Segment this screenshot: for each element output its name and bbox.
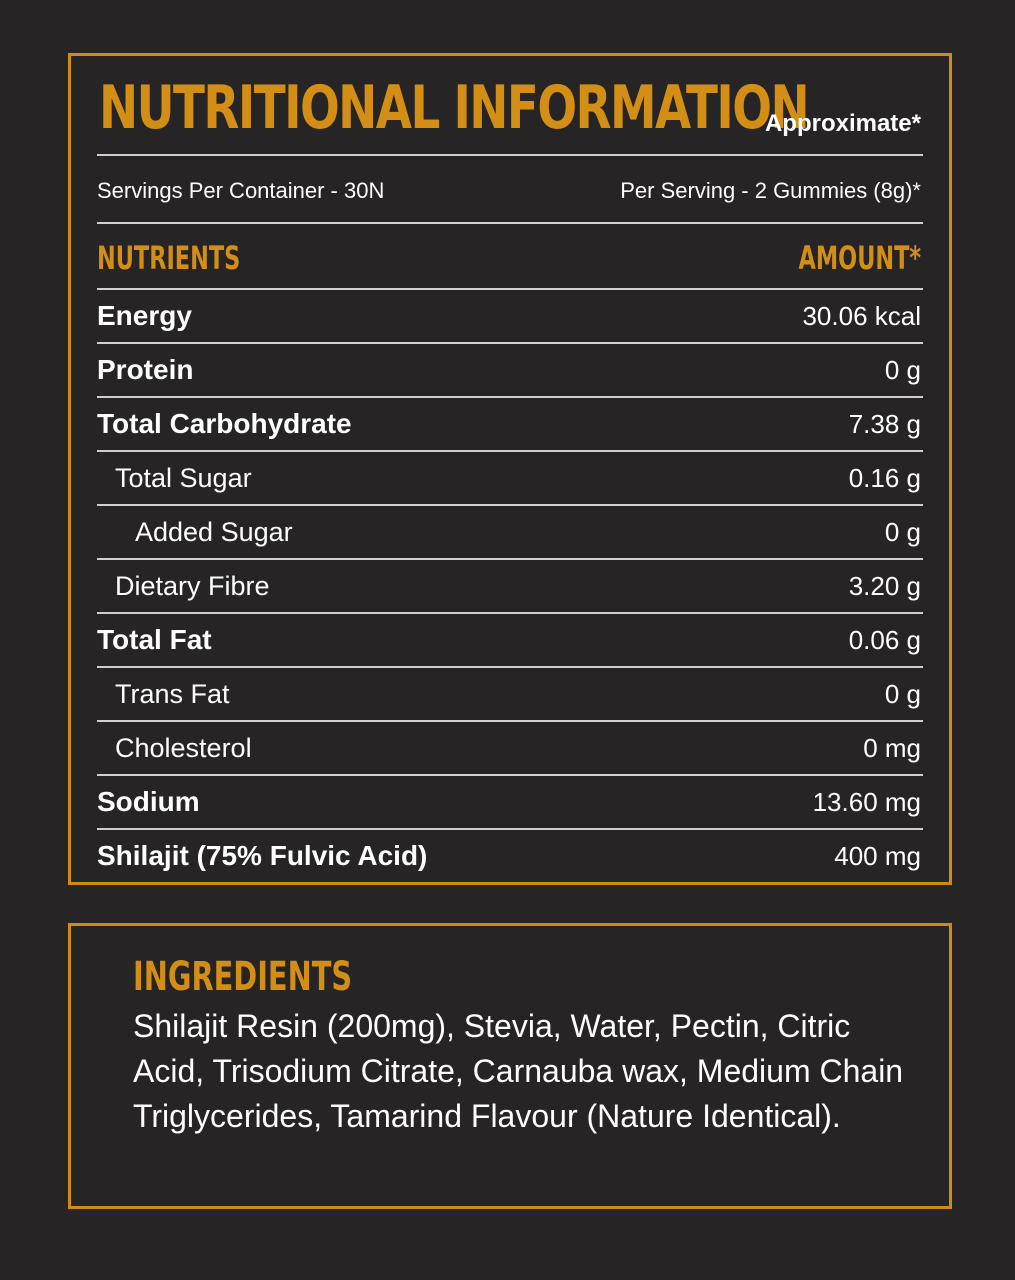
nutrient-amount: 400 mg xyxy=(834,841,921,871)
nutrient-name: Cholesterol xyxy=(115,733,252,763)
nutrient-name: Energy xyxy=(97,300,192,331)
nutrient-amount: 30.06 kcal xyxy=(802,301,921,331)
table-row xyxy=(97,666,923,720)
nutrient-name: Protein xyxy=(97,354,194,385)
table-row xyxy=(97,504,923,558)
table-row xyxy=(97,288,923,342)
nutrition-title: NUTRITIONAL INFORMATION xyxy=(99,73,809,143)
nutrient-name: Total Sugar xyxy=(115,463,252,493)
ingredients-panel xyxy=(68,923,952,1209)
nutrient-name: Dietary Fibre xyxy=(115,571,270,601)
table-row xyxy=(97,450,923,504)
table-row xyxy=(97,828,923,882)
servings-divider xyxy=(97,222,923,224)
table-row xyxy=(97,612,923,666)
nutrient-name: Shilajit (75% Fulvic Acid) xyxy=(97,840,428,871)
table-row xyxy=(97,720,923,774)
ingredients-text: Shilajit Resin (200mg), Stevia, Water, Pectin, Citric Acid, Trisodium Citrate, Carnauba wax, Medium Chain Triglycerides, Tamarind Flavour (Nature Identical). xyxy=(133,1008,904,1134)
nutrient-amount: 3.20 g xyxy=(848,571,921,601)
nutrient-amount: 0.16 g xyxy=(848,463,921,493)
per-serving: Per Serving - 2 Gummies (8g)* xyxy=(620,178,921,203)
ingredients-title: INGREDIENTS xyxy=(133,954,353,1000)
nutrients-header: NUTRIENTS xyxy=(97,239,241,277)
title-divider xyxy=(97,154,923,156)
approximate-note: Approximate* xyxy=(764,110,921,137)
nutrient-amount: 0.06 g xyxy=(848,625,921,655)
nutrient-name: Sodium xyxy=(97,786,200,817)
nutrient-name: Total Carbohydrate xyxy=(97,408,352,439)
table-row xyxy=(97,342,923,396)
nutrient-amount: 0 mg xyxy=(863,733,921,763)
nutrient-amount: 13.60 mg xyxy=(812,787,921,817)
nutrient-name: Added Sugar xyxy=(135,517,293,547)
nutrient-amount: 0 g xyxy=(884,679,921,709)
nutrient-amount: 0 g xyxy=(884,355,921,385)
nutrient-amount: 0 g xyxy=(884,517,921,547)
nutrition-table xyxy=(97,288,923,882)
nutrient-name: Total Fat xyxy=(97,624,212,655)
table-row xyxy=(97,774,923,828)
servings-per-container: Servings Per Container - 30N xyxy=(97,178,385,203)
nutrient-name: Trans Fat xyxy=(115,679,230,709)
amount-header: AMOUNT* xyxy=(798,239,921,277)
table-row xyxy=(97,396,923,450)
table-row xyxy=(97,558,923,612)
nutrition-panel xyxy=(68,53,952,885)
nutrient-amount: 7.38 g xyxy=(848,409,921,439)
